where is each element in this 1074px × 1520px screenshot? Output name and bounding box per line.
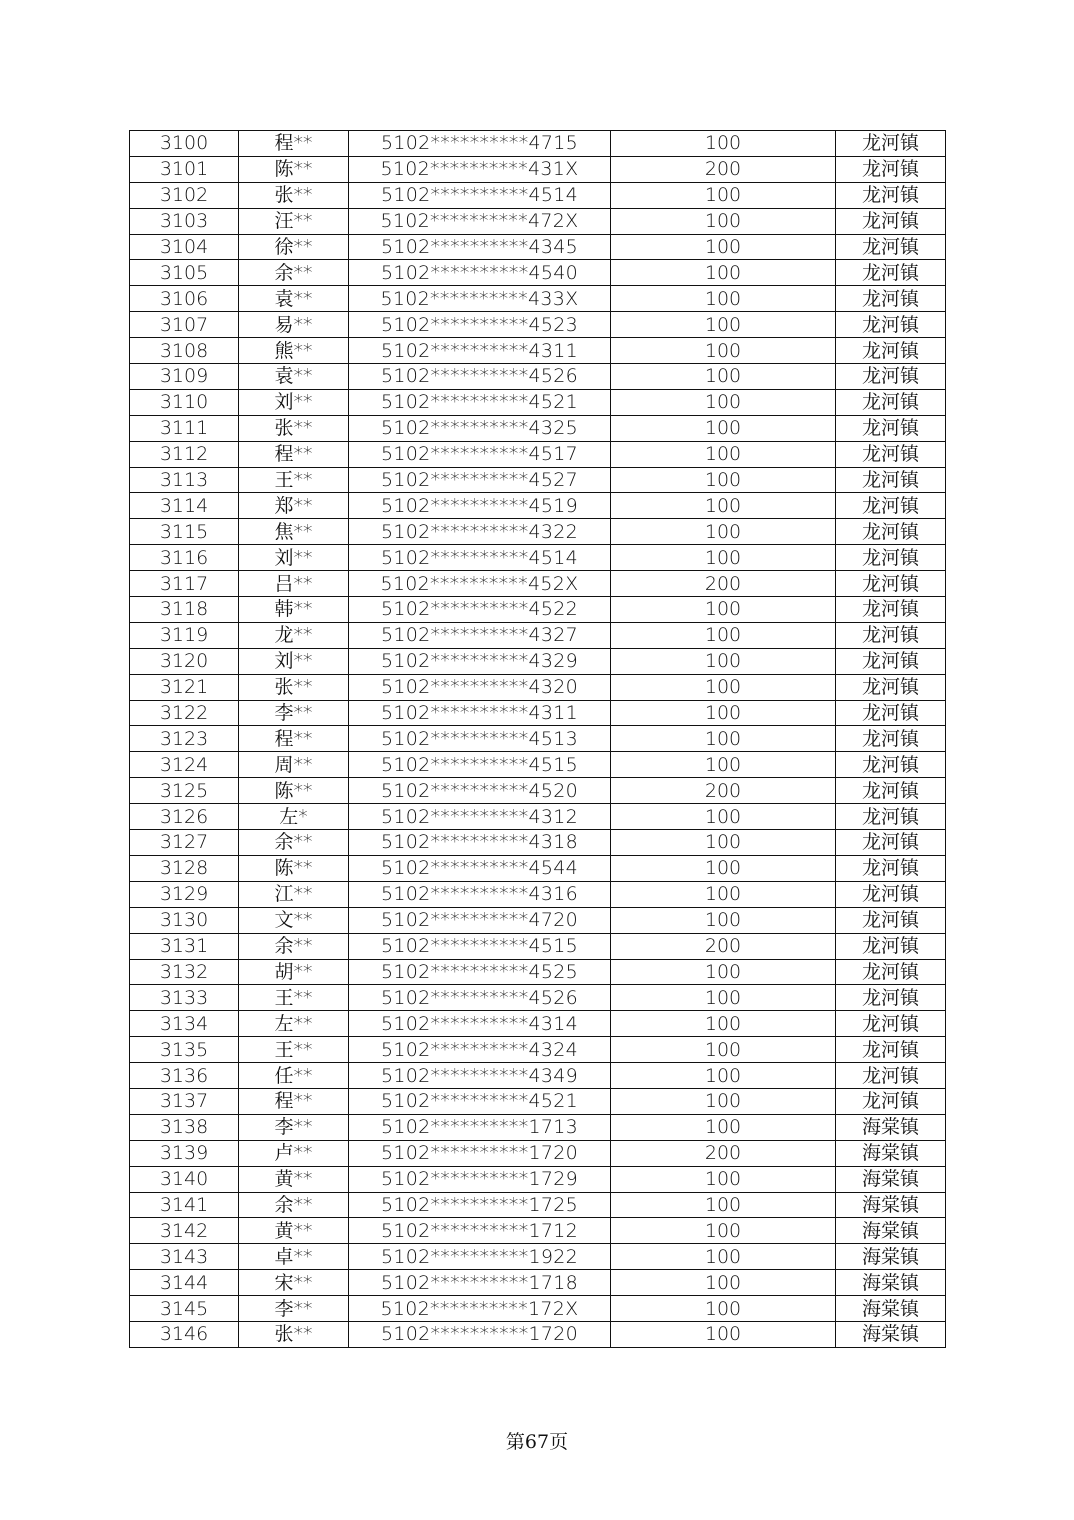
serial-number-cell: 3115 [130, 519, 239, 545]
person-name-cell: 龙** [239, 622, 349, 648]
town-cell: 龙河镇 [836, 622, 946, 648]
town-cell: 龙河镇 [836, 415, 946, 441]
amount-cell: 100 [611, 208, 836, 234]
town-cell: 海棠镇 [836, 1140, 946, 1166]
table-row [130, 752, 946, 778]
id-number-cell: 5102**********4517 [349, 441, 611, 467]
id-number-cell: 5102**********4311 [349, 338, 611, 364]
town-cell: 龙河镇 [836, 234, 946, 260]
person-name-cell: 任** [239, 1063, 349, 1089]
id-number-cell: 5102**********4322 [349, 519, 611, 545]
table-row [130, 260, 946, 286]
serial-number-cell: 3138 [130, 1114, 239, 1140]
table-row [130, 1244, 946, 1270]
id-number-cell: 5102**********431X [349, 156, 611, 182]
id-number-cell: 5102**********4521 [349, 1088, 611, 1114]
town-cell: 海棠镇 [836, 1244, 946, 1270]
serial-number-cell: 3109 [130, 364, 239, 390]
town-cell: 龙河镇 [836, 208, 946, 234]
amount-cell: 100 [611, 597, 836, 623]
serial-number-cell: 3126 [130, 804, 239, 830]
table-row [130, 364, 946, 390]
person-name-cell: 左** [239, 1011, 349, 1037]
id-number-cell: 5102**********1720 [349, 1321, 611, 1347]
town-cell: 龙河镇 [836, 1088, 946, 1114]
amount-cell: 100 [611, 804, 836, 830]
town-cell: 龙河镇 [836, 1037, 946, 1063]
serial-number-cell: 3118 [130, 597, 239, 623]
town-cell: 海棠镇 [836, 1296, 946, 1322]
town-cell: 龙河镇 [836, 933, 946, 959]
id-number-cell: 5102**********4514 [349, 182, 611, 208]
town-cell: 龙河镇 [836, 338, 946, 364]
serial-number-cell: 3140 [130, 1166, 239, 1192]
serial-number-cell: 3124 [130, 752, 239, 778]
town-cell: 海棠镇 [836, 1218, 946, 1244]
serial-number-cell: 3114 [130, 493, 239, 519]
town-cell: 龙河镇 [836, 959, 946, 985]
id-number-cell: 5102**********452X [349, 571, 611, 597]
table-row [130, 545, 946, 571]
amount-cell: 100 [611, 338, 836, 364]
person-name-cell: 胡** [239, 959, 349, 985]
town-cell: 龙河镇 [836, 441, 946, 467]
table-row [130, 1140, 946, 1166]
table-row [130, 1037, 946, 1063]
amount-cell: 100 [611, 855, 836, 881]
serial-number-cell: 3142 [130, 1218, 239, 1244]
table-row [130, 1063, 946, 1089]
id-number-cell: 5102**********4327 [349, 622, 611, 648]
id-number-cell: 5102**********4526 [349, 985, 611, 1011]
town-cell: 龙河镇 [836, 726, 946, 752]
id-number-cell: 5102**********4349 [349, 1063, 611, 1089]
town-cell: 龙河镇 [836, 752, 946, 778]
town-cell: 龙河镇 [836, 804, 946, 830]
serial-number-cell: 3107 [130, 312, 239, 338]
id-number-cell: 5102**********1713 [349, 1114, 611, 1140]
table-row [130, 182, 946, 208]
person-name-cell: 卓** [239, 1244, 349, 1270]
amount-cell: 100 [611, 1270, 836, 1296]
id-number-cell: 5102**********4720 [349, 907, 611, 933]
id-number-cell: 5102**********4515 [349, 752, 611, 778]
amount-cell: 100 [611, 1244, 836, 1270]
amount-cell: 100 [611, 131, 836, 157]
town-cell: 海棠镇 [836, 1192, 946, 1218]
person-name-cell: 程** [239, 441, 349, 467]
table-row [130, 622, 946, 648]
town-cell: 龙河镇 [836, 674, 946, 700]
table-row [130, 933, 946, 959]
serial-number-cell: 3134 [130, 1011, 239, 1037]
id-number-cell: 5102**********4515 [349, 933, 611, 959]
person-name-cell: 李** [239, 700, 349, 726]
id-number-cell: 5102**********1729 [349, 1166, 611, 1192]
table-row [130, 467, 946, 493]
person-name-cell: 程** [239, 131, 349, 157]
serial-number-cell: 3127 [130, 830, 239, 856]
person-name-cell: 焦** [239, 519, 349, 545]
town-cell: 龙河镇 [836, 1063, 946, 1089]
serial-number-cell: 3144 [130, 1270, 239, 1296]
person-name-cell: 张** [239, 415, 349, 441]
serial-number-cell: 3139 [130, 1140, 239, 1166]
id-number-cell: 5102**********4325 [349, 415, 611, 441]
id-number-cell: 5102**********1725 [349, 1192, 611, 1218]
amount-cell: 100 [611, 1063, 836, 1089]
person-name-cell: 黄** [239, 1166, 349, 1192]
id-number-cell: 5102**********1712 [349, 1218, 611, 1244]
table-row [130, 519, 946, 545]
table-row [130, 493, 946, 519]
table-row [130, 830, 946, 856]
town-cell: 龙河镇 [836, 519, 946, 545]
amount-cell: 100 [611, 1321, 836, 1347]
id-number-cell: 5102**********4540 [349, 260, 611, 286]
town-cell: 龙河镇 [836, 364, 946, 390]
town-cell: 龙河镇 [836, 597, 946, 623]
id-number-cell: 5102**********4513 [349, 726, 611, 752]
id-number-cell: 5102**********4316 [349, 881, 611, 907]
person-name-cell: 张** [239, 674, 349, 700]
serial-number-cell: 3116 [130, 545, 239, 571]
page-number: 67 [524, 1431, 550, 1453]
id-number-cell: 5102**********1720 [349, 1140, 611, 1166]
amount-cell: 100 [611, 1114, 836, 1140]
person-name-cell: 王** [239, 985, 349, 1011]
person-name-cell: 韩** [239, 597, 349, 623]
person-name-cell: 王** [239, 1037, 349, 1063]
amount-cell: 100 [611, 415, 836, 441]
town-cell: 龙河镇 [836, 182, 946, 208]
person-name-cell: 文** [239, 907, 349, 933]
person-name-cell: 郑** [239, 493, 349, 519]
table-row [130, 881, 946, 907]
table-row [130, 312, 946, 338]
person-name-cell: 江** [239, 881, 349, 907]
serial-number-cell: 3130 [130, 907, 239, 933]
amount-cell: 100 [611, 1011, 836, 1037]
amount-cell: 100 [611, 1192, 836, 1218]
table-row [130, 208, 946, 234]
person-name-cell: 陈** [239, 778, 349, 804]
person-name-cell: 熊** [239, 338, 349, 364]
person-name-cell: 吕** [239, 571, 349, 597]
serial-number-cell: 3112 [130, 441, 239, 467]
table-row [130, 415, 946, 441]
amount-cell: 100 [611, 726, 836, 752]
serial-number-cell: 3106 [130, 286, 239, 312]
serial-number-cell: 3110 [130, 389, 239, 415]
id-number-cell: 5102**********4329 [349, 648, 611, 674]
table-row [130, 804, 946, 830]
serial-number-cell: 3136 [130, 1063, 239, 1089]
id-number-cell: 5102**********4311 [349, 700, 611, 726]
town-cell: 龙河镇 [836, 907, 946, 933]
id-number-cell: 5102**********4324 [349, 1037, 611, 1063]
id-number-cell: 5102**********4312 [349, 804, 611, 830]
table-row [130, 855, 946, 881]
person-name-cell: 程** [239, 1088, 349, 1114]
town-cell: 龙河镇 [836, 545, 946, 571]
table-row [130, 726, 946, 752]
table-row [130, 338, 946, 364]
table-row [130, 959, 946, 985]
amount-cell: 100 [611, 441, 836, 467]
person-name-cell: 袁** [239, 364, 349, 390]
town-cell: 龙河镇 [836, 389, 946, 415]
town-cell: 龙河镇 [836, 700, 946, 726]
footer-prefix: 第 [505, 1431, 525, 1453]
amount-cell: 200 [611, 778, 836, 804]
town-cell: 龙河镇 [836, 830, 946, 856]
amount-cell: 200 [611, 933, 836, 959]
serial-number-cell: 3146 [130, 1321, 239, 1347]
id-number-cell: 5102**********4715 [349, 131, 611, 157]
id-number-cell: 5102**********4519 [349, 493, 611, 519]
person-name-cell: 张** [239, 1321, 349, 1347]
amount-cell: 100 [611, 1218, 836, 1244]
table-row [130, 441, 946, 467]
serial-number-cell: 3143 [130, 1244, 239, 1270]
serial-number-cell: 3133 [130, 985, 239, 1011]
table-row [130, 1192, 946, 1218]
table-row [130, 1218, 946, 1244]
person-name-cell: 李** [239, 1296, 349, 1322]
serial-number-cell: 3132 [130, 959, 239, 985]
serial-number-cell: 3119 [130, 622, 239, 648]
table-row [130, 131, 946, 157]
roster-table-body [130, 131, 946, 1348]
person-name-cell: 程** [239, 726, 349, 752]
id-number-cell: 5102**********172X [349, 1296, 611, 1322]
town-cell: 海棠镇 [836, 1321, 946, 1347]
id-number-cell: 5102**********4525 [349, 959, 611, 985]
person-name-cell: 宋** [239, 1270, 349, 1296]
id-number-cell: 5102**********4345 [349, 234, 611, 260]
town-cell: 龙河镇 [836, 881, 946, 907]
person-name-cell: 卢** [239, 1140, 349, 1166]
table-row [130, 985, 946, 1011]
footer-suffix: 页 [549, 1431, 569, 1453]
table-row [130, 648, 946, 674]
serial-number-cell: 3128 [130, 855, 239, 881]
serial-number-cell: 3135 [130, 1037, 239, 1063]
serial-number-cell: 3123 [130, 726, 239, 752]
table-row [130, 156, 946, 182]
table-row [130, 674, 946, 700]
serial-number-cell: 3137 [130, 1088, 239, 1114]
amount-cell: 100 [611, 545, 836, 571]
amount-cell: 100 [611, 907, 836, 933]
table-row [130, 571, 946, 597]
id-number-cell: 5102**********4514 [349, 545, 611, 571]
roster-table [129, 130, 946, 1348]
serial-number-cell: 3122 [130, 700, 239, 726]
id-number-cell: 5102**********4527 [349, 467, 611, 493]
page-footer [0, 1427, 1074, 1454]
person-name-cell: 刘** [239, 545, 349, 571]
amount-cell: 100 [611, 752, 836, 778]
amount-cell: 200 [611, 571, 836, 597]
table-row [130, 907, 946, 933]
town-cell: 海棠镇 [836, 1270, 946, 1296]
town-cell: 龙河镇 [836, 131, 946, 157]
amount-cell: 100 [611, 985, 836, 1011]
person-name-cell: 余** [239, 830, 349, 856]
person-name-cell: 刘** [239, 389, 349, 415]
town-cell: 龙河镇 [836, 260, 946, 286]
id-number-cell: 5102**********4320 [349, 674, 611, 700]
person-name-cell: 余** [239, 1192, 349, 1218]
person-name-cell: 周** [239, 752, 349, 778]
amount-cell: 100 [611, 881, 836, 907]
table-row [130, 597, 946, 623]
id-number-cell: 5102**********4521 [349, 389, 611, 415]
person-name-cell: 李** [239, 1114, 349, 1140]
table-row [130, 234, 946, 260]
person-name-cell: 左* [239, 804, 349, 830]
serial-number-cell: 3121 [130, 674, 239, 700]
amount-cell: 200 [611, 1140, 836, 1166]
person-name-cell: 易** [239, 312, 349, 338]
table-row [130, 778, 946, 804]
amount-cell: 100 [611, 364, 836, 390]
town-cell: 龙河镇 [836, 778, 946, 804]
serial-number-cell: 3104 [130, 234, 239, 260]
town-cell: 龙河镇 [836, 156, 946, 182]
table-row [130, 1270, 946, 1296]
town-cell: 海棠镇 [836, 1166, 946, 1192]
amount-cell: 100 [611, 1296, 836, 1322]
person-name-cell: 黄** [239, 1218, 349, 1244]
serial-number-cell: 3111 [130, 415, 239, 441]
person-name-cell: 陈** [239, 156, 349, 182]
person-name-cell: 汪** [239, 208, 349, 234]
person-name-cell: 余** [239, 260, 349, 286]
person-name-cell: 王** [239, 467, 349, 493]
person-name-cell: 徐** [239, 234, 349, 260]
town-cell: 龙河镇 [836, 286, 946, 312]
amount-cell: 100 [611, 1037, 836, 1063]
town-cell: 龙河镇 [836, 648, 946, 674]
person-name-cell: 袁** [239, 286, 349, 312]
amount-cell: 100 [611, 622, 836, 648]
serial-number-cell: 3102 [130, 182, 239, 208]
person-name-cell: 刘** [239, 648, 349, 674]
person-name-cell: 陈** [239, 855, 349, 881]
amount-cell: 100 [611, 674, 836, 700]
town-cell: 龙河镇 [836, 312, 946, 338]
amount-cell: 100 [611, 286, 836, 312]
table-row [130, 1011, 946, 1037]
table-row [130, 1296, 946, 1322]
serial-number-cell: 3131 [130, 933, 239, 959]
id-number-cell: 5102**********433X [349, 286, 611, 312]
town-cell: 龙河镇 [836, 493, 946, 519]
table-row [130, 1114, 946, 1140]
amount-cell: 200 [611, 156, 836, 182]
amount-cell: 100 [611, 700, 836, 726]
id-number-cell: 5102**********472X [349, 208, 611, 234]
amount-cell: 100 [611, 1088, 836, 1114]
id-number-cell: 5102**********1718 [349, 1270, 611, 1296]
amount-cell: 100 [611, 312, 836, 338]
amount-cell: 100 [611, 389, 836, 415]
serial-number-cell: 3117 [130, 571, 239, 597]
town-cell: 龙河镇 [836, 985, 946, 1011]
serial-number-cell: 3113 [130, 467, 239, 493]
town-cell: 龙河镇 [836, 1011, 946, 1037]
table-row [130, 389, 946, 415]
table-row [130, 286, 946, 312]
town-cell: 海棠镇 [836, 1114, 946, 1140]
serial-number-cell: 3120 [130, 648, 239, 674]
amount-cell: 100 [611, 182, 836, 208]
amount-cell: 100 [611, 519, 836, 545]
amount-cell: 100 [611, 260, 836, 286]
serial-number-cell: 3125 [130, 778, 239, 804]
id-number-cell: 5102**********4520 [349, 778, 611, 804]
town-cell: 龙河镇 [836, 467, 946, 493]
table-row [130, 700, 946, 726]
id-number-cell: 5102**********4526 [349, 364, 611, 390]
town-cell: 龙河镇 [836, 855, 946, 881]
amount-cell: 100 [611, 493, 836, 519]
id-number-cell: 5102**********4314 [349, 1011, 611, 1037]
table-row [130, 1166, 946, 1192]
serial-number-cell: 3108 [130, 338, 239, 364]
serial-number-cell: 3101 [130, 156, 239, 182]
id-number-cell: 5102**********4544 [349, 855, 611, 881]
serial-number-cell: 3145 [130, 1296, 239, 1322]
serial-number-cell: 3141 [130, 1192, 239, 1218]
amount-cell: 100 [611, 234, 836, 260]
person-name-cell: 余** [239, 933, 349, 959]
id-number-cell: 5102**********4318 [349, 830, 611, 856]
person-name-cell: 张** [239, 182, 349, 208]
id-number-cell: 5102**********1922 [349, 1244, 611, 1270]
amount-cell: 100 [611, 1166, 836, 1192]
table-row [130, 1088, 946, 1114]
amount-cell: 100 [611, 648, 836, 674]
amount-cell: 100 [611, 959, 836, 985]
table-row [130, 1321, 946, 1347]
id-number-cell: 5102**********4522 [349, 597, 611, 623]
serial-number-cell: 3105 [130, 260, 239, 286]
serial-number-cell: 3100 [130, 131, 239, 157]
amount-cell: 100 [611, 830, 836, 856]
serial-number-cell: 3129 [130, 881, 239, 907]
amount-cell: 100 [611, 467, 836, 493]
serial-number-cell: 3103 [130, 208, 239, 234]
id-number-cell: 5102**********4523 [349, 312, 611, 338]
town-cell: 龙河镇 [836, 571, 946, 597]
